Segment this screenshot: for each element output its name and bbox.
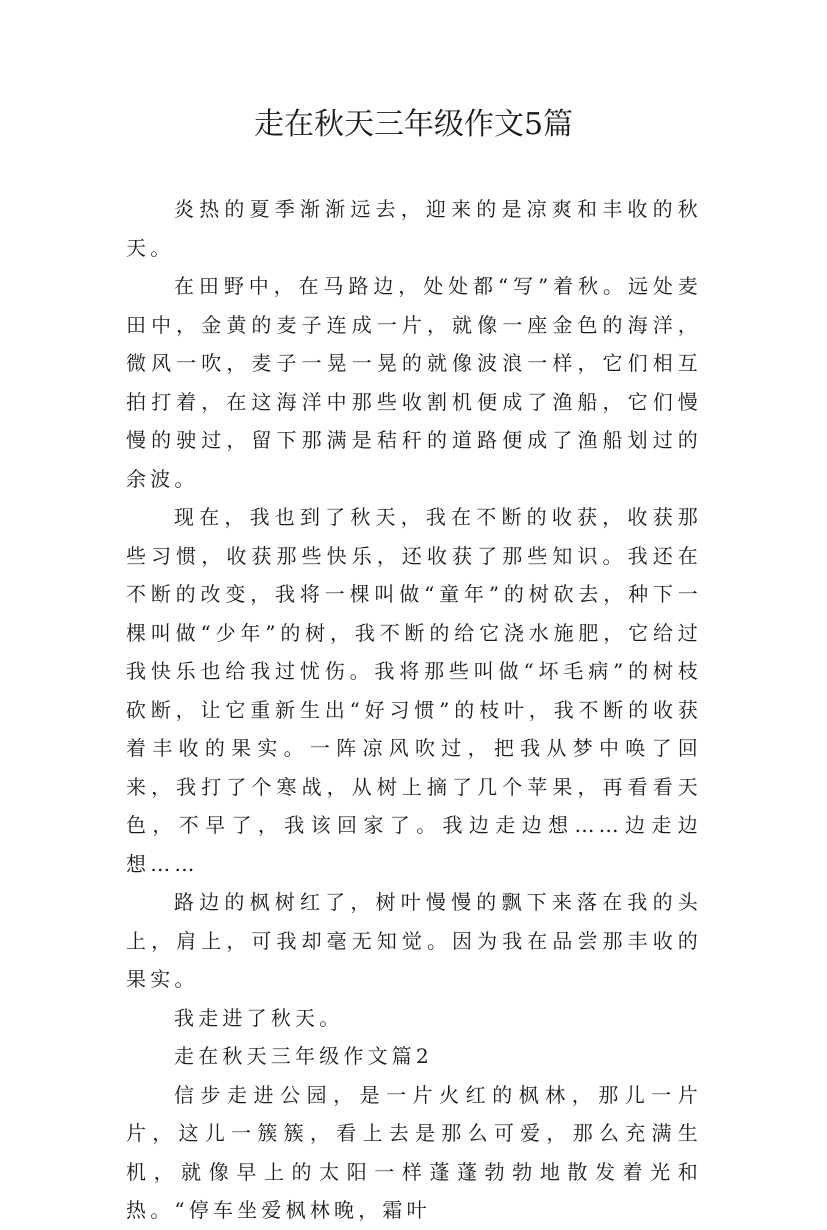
document-title: 走在秋天三年级作文5篇: [253, 107, 574, 142]
paragraph: 信步走进公园，是一片火红的枫林，那儿一片片，这儿一簇簇，看上去是那么可爱，那么充满生机，就像早上的太阳一样蓬蓬勃勃地散发着光和热。“停车坐爱枫林晚，霜叶: [126, 1082, 702, 1222]
paragraph: 我走进了秋天。: [174, 1005, 344, 1030]
paragraph: 在田野中，在马路边，处处都“写”着秋。远处麦田中，金黄的麦子连成一片，就像一座金色的海洋，微风一吹，麦子一晃一晃的就像波浪一样，它们相互拍打着，在这海洋中那些收割机便成了渔船，它们慢慢的驶过，留下那满是秸秆的道路便成了渔船划过的余波。: [126, 274, 702, 491]
paragraph: 炎热的夏季渐渐远去，迎来的是凉爽和丰收的秋天。: [126, 197, 702, 260]
paragraph: 现在，我也到了秋天，我在不断的收获，收获那些习惯，收获那些快乐，还收获了那些知识。我还在不断的改变，我将一棵叫做“童年”的树砍去，种下一棵叫做“少年”的树，我不断的给它浇水施肥，它给过我快乐也给我过忧伤。我将那些叫做“坏毛病”的树枝砍断，让它重新生出“好习惯”的枝叶，我不断的收获着丰收的果实。一阵凉风吹过，把我从梦中唤了回来，我打了个寒战，从树上摘了几个苹果，再看看天色，不早了，我该回家了。我边走边想……边走边想……: [126, 505, 702, 876]
document-body: [126, 190, 702, 1230]
section-heading: 走在秋天三年级作文篇2: [174, 1044, 433, 1068]
paragraph: 路边的枫树红了，树叶慢慢的飘下来落在我的头上，肩上，可我却毫无知觉。因为我在品尝那丰收的果实。: [126, 890, 702, 991]
